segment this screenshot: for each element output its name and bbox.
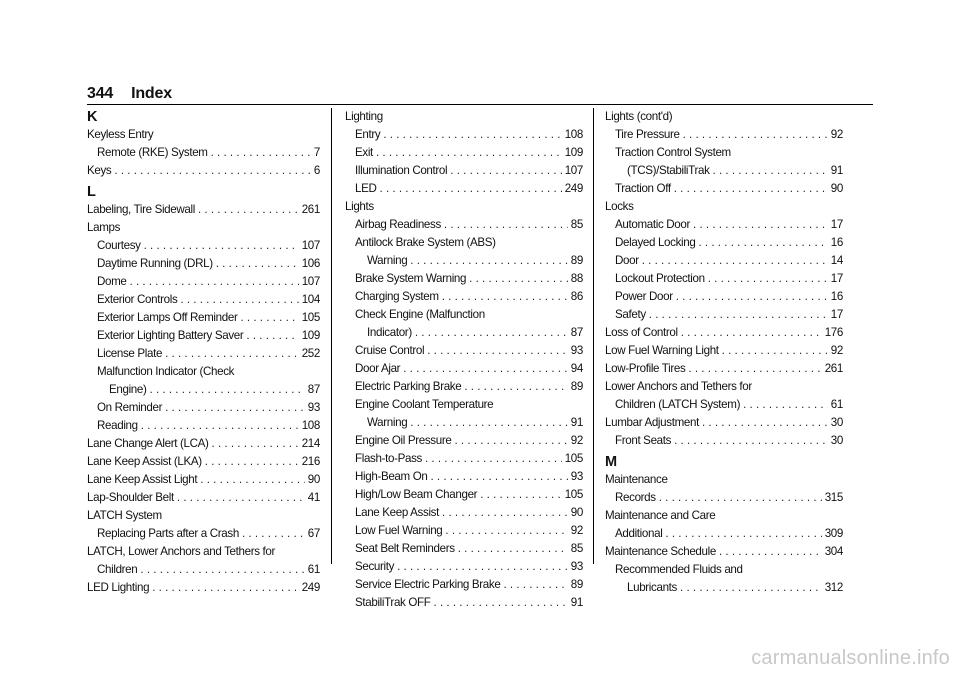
index-entry-text: Labeling, Tire Sidewall: [87, 203, 195, 216]
index-entry[interactable]: [345, 378, 583, 396]
dot-leader: [442, 504, 568, 522]
index-entry-text: Lubricants: [627, 581, 677, 594]
page-reference[interactable]: 304: [824, 545, 843, 558]
index-entry[interactable]: [605, 306, 843, 324]
index-heading: [345, 396, 583, 414]
index-entry[interactable]: [87, 579, 320, 597]
page-reference[interactable]: 261: [301, 203, 320, 216]
index-entry-text: Maintenance Schedule: [605, 545, 716, 558]
page-number: 344: [87, 85, 114, 102]
index-entry-text: LED Lighting: [87, 581, 150, 594]
index-entry[interactable]: [345, 180, 583, 198]
dot-leader: [674, 180, 828, 198]
index-entry[interactable]: [345, 450, 583, 468]
index-entry-text: Additional: [615, 527, 663, 540]
dot-leader: [415, 324, 568, 342]
index-entry[interactable]: [87, 201, 320, 219]
dot-leader: [642, 252, 828, 270]
index-entry[interactable]: [87, 399, 320, 417]
index-entry-text: Traction Off: [615, 182, 671, 195]
page-reference[interactable]: 104: [301, 293, 320, 306]
index-entry-text: Exit: [355, 146, 373, 159]
index-heading-text: Maintenance: [605, 473, 668, 486]
index-entry-text: Entry: [355, 128, 381, 141]
index-entry-text: High-Beam On: [355, 470, 428, 483]
dot-leader: [200, 471, 305, 489]
index-heading-text: Recommended Fluids and: [615, 563, 743, 576]
page-reference[interactable]: 85: [570, 542, 583, 555]
page-reference[interactable]: 91: [570, 416, 583, 429]
dot-leader: [719, 543, 822, 561]
index-heading-text: Lights (cont'd): [605, 110, 673, 123]
index-entry[interactable]: [87, 525, 320, 543]
index-heading: [605, 507, 843, 525]
index-heading-text: Lighting: [345, 110, 383, 123]
index-entry[interactable]: [345, 360, 583, 378]
dot-leader: [434, 594, 568, 612]
index-entry-text: Exterior Controls: [97, 293, 178, 306]
index-entry[interactable]: [345, 504, 583, 522]
dot-leader: [211, 144, 311, 162]
index-entry[interactable]: [345, 342, 583, 360]
dot-leader: [683, 126, 828, 144]
index-entry[interactable]: [87, 381, 320, 399]
page-reference[interactable]: 105: [564, 452, 583, 465]
dot-leader: [469, 270, 568, 288]
index-heading: [87, 507, 320, 525]
page-reference[interactable]: 108: [301, 419, 320, 432]
dot-leader: [680, 579, 822, 597]
page-reference[interactable]: 312: [824, 581, 843, 594]
page-reference[interactable]: 176: [824, 326, 843, 339]
page-reference[interactable]: 93: [570, 344, 583, 357]
index-entry-text: Door: [615, 254, 639, 267]
dot-leader: [458, 540, 568, 558]
dot-leader: [702, 414, 828, 432]
index-entry-text: Delayed Locking: [615, 236, 696, 249]
index-entry-text: StabiliTrak OFF: [355, 596, 431, 609]
dot-leader: [180, 291, 298, 309]
index-entry-text: Low-Profile Tires: [605, 362, 686, 375]
page-reference[interactable]: 91: [830, 164, 843, 177]
index-entry[interactable]: [87, 471, 320, 489]
index-entry[interactable]: [605, 525, 843, 543]
index-entry-text: Door Ajar: [355, 362, 401, 375]
column-divider: [593, 108, 594, 564]
dot-leader: [444, 216, 568, 234]
index-entry[interactable]: [345, 486, 583, 504]
dot-leader: [503, 576, 567, 594]
index-heading-text: Engine Coolant Temperature: [355, 398, 494, 411]
index-entry-text: Indicator): [367, 326, 412, 339]
page-reference[interactable]: 17: [830, 218, 843, 231]
page-reference[interactable]: 87: [570, 326, 583, 339]
page-reference[interactable]: 17: [830, 272, 843, 285]
index-entry-text: Illumination Control: [355, 164, 448, 177]
index-entry[interactable]: [87, 237, 320, 255]
dot-leader: [464, 378, 567, 396]
index-entry[interactable]: [87, 417, 320, 435]
page-reference[interactable]: 107: [564, 164, 583, 177]
dot-leader: [212, 435, 299, 453]
dot-leader: [665, 525, 821, 543]
watermark: carmanualsonline.info: [751, 647, 950, 669]
index-entry-text: Lap-Shoulder Belt: [87, 491, 174, 504]
dot-leader: [165, 345, 299, 363]
index-entry[interactable]: [605, 288, 843, 306]
dot-leader: [430, 468, 567, 486]
index-entry[interactable]: [605, 360, 843, 378]
page-reference[interactable]: 109: [301, 329, 320, 342]
index-entry-text: License Plate: [97, 347, 163, 360]
index-entry[interactable]: [345, 414, 583, 432]
index-entry-text: Warning: [367, 254, 408, 267]
page-reference[interactable]: 89: [570, 380, 583, 393]
dot-leader: [216, 255, 299, 273]
dot-leader: [380, 180, 562, 198]
page-title: Index: [131, 85, 172, 102]
page-reference[interactable]: 92: [830, 128, 843, 141]
index-entry[interactable]: [87, 345, 320, 363]
index-entry[interactable]: [345, 216, 583, 234]
page-reference[interactable]: 61: [830, 398, 843, 411]
index-entry-text: LED: [355, 182, 377, 195]
dot-leader: [649, 306, 828, 324]
index-heading-text: Malfunction Indicator (Check: [97, 365, 235, 378]
index-entry-text: Loss of Control: [605, 326, 678, 339]
index-entry-text: (TCS)/StabiliTrak: [627, 164, 710, 177]
index-entry[interactable]: [605, 414, 843, 432]
index-entry[interactable]: [345, 162, 583, 180]
dot-leader: [198, 201, 299, 219]
index-entry-text: Lumbar Adjustment: [605, 416, 699, 429]
page-reference[interactable]: 93: [570, 470, 583, 483]
dot-leader: [383, 126, 561, 144]
index-heading-text: Check Engine (Malfunction: [355, 308, 485, 321]
index-entry-text: Cruise Control: [355, 344, 425, 357]
index-entry[interactable]: [605, 126, 843, 144]
index-entry-text: Children (LATCH System): [615, 398, 741, 411]
index-heading-text: Locks: [605, 200, 634, 213]
index-entry-text: Tire Pressure: [615, 128, 680, 141]
page-reference[interactable]: 92: [570, 524, 583, 537]
index-entry[interactable]: [605, 216, 843, 234]
index-entry[interactable]: [87, 489, 320, 507]
index-entry-text: Exterior Lighting Battery Saver: [97, 329, 244, 342]
index-entry[interactable]: [345, 252, 583, 270]
index-heading-text: LATCH, Lower Anchors and Tethers for: [87, 545, 276, 558]
index-entry-text: Engine): [109, 383, 147, 396]
page-reference[interactable]: 16: [830, 290, 843, 303]
dot-leader: [242, 525, 305, 543]
index-heading-text: Lower Anchors and Tethers for: [605, 380, 752, 393]
page-reference[interactable]: 6: [313, 164, 320, 177]
dot-leader: [681, 324, 822, 342]
index-entry-text: Lane Keep Assist: [355, 506, 439, 519]
index-entry[interactable]: [345, 144, 583, 162]
dot-leader: [403, 360, 568, 378]
index-entry-text: Reading: [97, 419, 138, 432]
page-reference[interactable]: 107: [301, 275, 320, 288]
index-entry[interactable]: [345, 270, 583, 288]
page-reference[interactable]: 17: [830, 308, 843, 321]
index-entry-text: Exterior Lamps Off Reminder: [97, 311, 238, 324]
index-entry-text: Dome: [97, 275, 127, 288]
index-column-2: [345, 108, 583, 612]
page-reference[interactable]: 91: [570, 596, 583, 609]
index-entry[interactable]: [87, 453, 320, 471]
page-reference[interactable]: 16: [830, 236, 843, 249]
index-letter: M: [605, 454, 617, 470]
dot-leader: [141, 417, 299, 435]
dot-leader: [713, 162, 828, 180]
index-entry[interactable]: [345, 432, 583, 450]
page-reference[interactable]: 86: [570, 290, 583, 303]
index-entry[interactable]: [605, 543, 843, 561]
index-heading: [345, 234, 583, 252]
page-reference[interactable]: 94: [570, 362, 583, 375]
index-entry[interactable]: [605, 180, 843, 198]
dot-leader: [674, 432, 828, 450]
page-reference[interactable]: 92: [830, 344, 843, 357]
page-reference[interactable]: 92: [570, 434, 583, 447]
dot-leader: [140, 561, 304, 579]
index-letter: K: [87, 109, 98, 125]
index-entry[interactable]: [605, 342, 843, 360]
dot-leader: [376, 144, 562, 162]
index-entry-text: Lane Keep Assist (LKA): [87, 455, 202, 468]
dot-leader: [676, 288, 828, 306]
page-reference[interactable]: 105: [301, 311, 320, 324]
page-reference[interactable]: 249: [301, 581, 320, 594]
dot-leader: [152, 579, 299, 597]
index-entry[interactable]: [345, 594, 583, 612]
dot-leader: [427, 342, 568, 360]
index-entry-text: Engine Oil Pressure: [355, 434, 452, 447]
dot-leader: [480, 486, 562, 504]
index-entry[interactable]: [87, 144, 320, 162]
index-entry[interactable]: [87, 435, 320, 453]
index-entry-text: Automatic Door: [615, 218, 690, 231]
index-entry[interactable]: [345, 576, 583, 594]
index-entry[interactable]: [605, 396, 843, 414]
header-rule: [87, 104, 873, 105]
index-heading-text: Traction Control System: [615, 146, 731, 159]
dot-leader: [708, 270, 828, 288]
dot-leader: [722, 342, 828, 360]
index-entry[interactable]: [605, 252, 843, 270]
dot-leader: [114, 162, 311, 180]
index-entry-text: Replacing Parts after a Crash: [97, 527, 239, 540]
index-entry-text: Lockout Protection: [615, 272, 705, 285]
index-heading: [605, 378, 843, 396]
index-entry-text: Safety: [615, 308, 646, 321]
index-column-1: [87, 108, 320, 597]
index-heading-text: Lamps: [87, 221, 121, 234]
index-entry-text: Flash-to-Pass: [355, 452, 422, 465]
page-reference[interactable]: 90: [307, 473, 320, 486]
index-entry-text: Power Door: [615, 290, 673, 303]
index-heading: [87, 543, 320, 561]
dot-leader: [425, 450, 562, 468]
dot-leader: [454, 432, 567, 450]
dot-leader: [205, 453, 299, 471]
page-reference[interactable]: 261: [824, 362, 843, 375]
page-reference[interactable]: 87: [307, 383, 320, 396]
dot-leader: [698, 234, 827, 252]
index-entry-text: Keys: [87, 164, 112, 177]
index-entry-text: Low Fuel Warning Light: [605, 344, 719, 357]
index-entry[interactable]: [605, 432, 843, 450]
index-entry-text: Warning: [367, 416, 408, 429]
index-entry-text: Children: [97, 563, 138, 576]
dot-leader: [659, 489, 822, 507]
index-entry[interactable]: [345, 558, 583, 576]
dot-leader: [693, 216, 828, 234]
index-heading-text: Maintenance and Care: [605, 509, 716, 522]
page-reference[interactable]: 105: [564, 488, 583, 501]
page-reference[interactable]: 93: [570, 560, 583, 573]
page-reference[interactable]: 315: [824, 491, 843, 504]
index-heading: [87, 219, 320, 237]
dot-leader: [177, 489, 305, 507]
index-heading-text: Antilock Brake System (ABS): [355, 236, 496, 249]
page-reference[interactable]: 109: [564, 146, 583, 159]
index-heading: [87, 126, 320, 144]
index-entry-text: Electric Parking Brake: [355, 380, 462, 393]
dot-leader: [165, 399, 305, 417]
dot-leader: [130, 273, 299, 291]
index-entry-text: Front Seats: [615, 434, 672, 447]
index-entry[interactable]: [87, 327, 320, 345]
index-entry[interactable]: [605, 489, 843, 507]
index-entry-text: Lane Change Alert (LCA): [87, 437, 209, 450]
index-entry[interactable]: [345, 126, 583, 144]
index-entry[interactable]: [605, 234, 843, 252]
index-heading: [605, 471, 843, 489]
index-entry-text: Lane Keep Assist Light: [87, 473, 198, 486]
index-heading: [345, 306, 583, 324]
index-entry[interactable]: [87, 291, 320, 309]
index-entry[interactable]: [345, 522, 583, 540]
index-heading: [605, 108, 843, 126]
column-divider: [331, 108, 332, 564]
index-entry[interactable]: [345, 468, 583, 486]
index-entry-text: Charging System: [355, 290, 439, 303]
page-reference[interactable]: 249: [564, 182, 583, 195]
page-reference[interactable]: 85: [570, 218, 583, 231]
page-reference[interactable]: 89: [570, 254, 583, 267]
index-heading-text: Keyless Entry: [87, 128, 154, 141]
dot-leader: [688, 360, 821, 378]
page-reference[interactable]: 93: [307, 401, 320, 414]
index-entry[interactable]: [87, 255, 320, 273]
index-entry[interactable]: [345, 324, 583, 342]
index-heading: [605, 198, 843, 216]
page-reference[interactable]: 67: [307, 527, 320, 540]
page-reference[interactable]: 14: [830, 254, 843, 267]
page-reference[interactable]: 41: [307, 491, 320, 504]
index-entry-text: Service Electric Parking Brake: [355, 578, 501, 591]
index-entry-text: Brake System Warning: [355, 272, 467, 285]
index-entry[interactable]: [605, 579, 843, 597]
page-reference[interactable]: 107: [301, 239, 320, 252]
dot-leader: [397, 558, 568, 576]
page-reference[interactable]: 7: [313, 146, 320, 159]
index-heading: [87, 363, 320, 381]
dot-leader: [410, 414, 568, 432]
index-heading: [345, 108, 583, 126]
dot-leader: [450, 162, 561, 180]
page-reference[interactable]: 309: [824, 527, 843, 540]
index-entry-text: Daytime Running (DRL): [97, 257, 213, 270]
page-header: [87, 84, 172, 104]
index-entry-text: Low Fuel Warning: [355, 524, 443, 537]
page-reference[interactable]: 30: [830, 416, 843, 429]
page-reference[interactable]: 90: [570, 506, 583, 519]
index-entry-text: Courtesy: [97, 239, 141, 252]
index-entry[interactable]: [87, 561, 320, 579]
index-entry-text: Seat Belt Reminders: [355, 542, 455, 555]
index-column-3: [605, 108, 843, 597]
dot-leader: [144, 237, 299, 255]
page-reference[interactable]: 106: [301, 257, 320, 270]
index-heading: [605, 561, 843, 579]
dot-leader: [442, 288, 568, 306]
page-reference[interactable]: 108: [564, 128, 583, 141]
index-heading-text: Lights: [345, 200, 374, 213]
dot-leader: [240, 309, 298, 327]
index-heading: [345, 198, 583, 216]
dot-leader: [246, 327, 298, 345]
index-entry[interactable]: [87, 162, 320, 180]
dot-leader: [410, 252, 568, 270]
page-reference[interactable]: 30: [830, 434, 843, 447]
index-entry[interactable]: [87, 273, 320, 291]
index-entry[interactable]: [605, 324, 843, 342]
page-reference[interactable]: 88: [570, 272, 583, 285]
index-entry-text: Records: [615, 491, 656, 504]
dot-leader: [445, 522, 567, 540]
index-entry-text: High/Low Beam Changer: [355, 488, 478, 501]
index-letter: L: [87, 184, 96, 200]
index-entry-text: Remote (RKE) System: [97, 146, 208, 159]
index-entry[interactable]: [345, 288, 583, 306]
page-reference[interactable]: 252: [301, 347, 320, 360]
index-heading-text: LATCH System: [87, 509, 162, 522]
index-entry-text: Airbag Readiness: [355, 218, 441, 231]
page-reference[interactable]: 216: [301, 455, 320, 468]
index-entry[interactable]: [87, 309, 320, 327]
index-entry[interactable]: [605, 270, 843, 288]
index-entry[interactable]: [605, 162, 843, 180]
page-reference[interactable]: 61: [307, 563, 320, 576]
index-entry-text: Security: [355, 560, 395, 573]
page-reference[interactable]: 90: [830, 182, 843, 195]
dot-leader: [743, 396, 828, 414]
page-reference[interactable]: 89: [570, 578, 583, 591]
index-heading: [605, 144, 843, 162]
dot-leader: [150, 381, 305, 399]
page-reference[interactable]: 214: [301, 437, 320, 450]
index-entry[interactable]: [345, 540, 583, 558]
index-entry-text: On Reminder: [97, 401, 163, 414]
